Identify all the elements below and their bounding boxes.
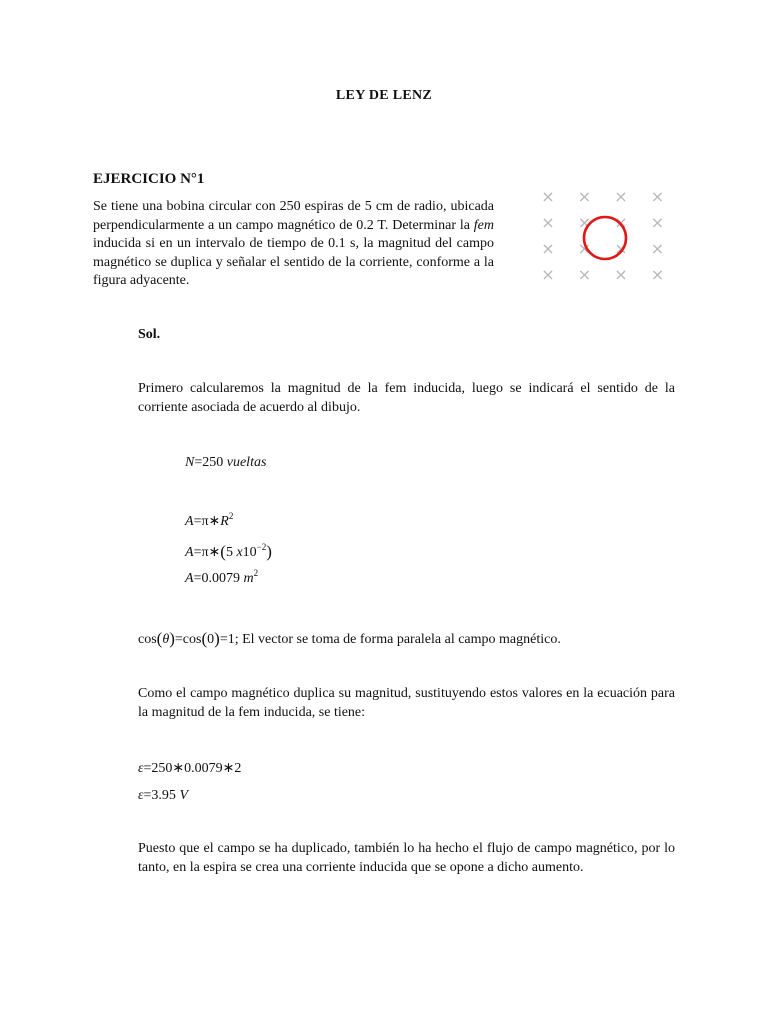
eq-rhs: =3.95: [143, 788, 180, 803]
field-cross-icon: ×: [650, 213, 665, 232]
page-title: LEY DE LENZ: [335, 88, 433, 103]
eq-unit: vueltas: [226, 455, 267, 470]
equation-emf-formula: [138, 760, 241, 777]
solution-label: Sol.: [138, 327, 161, 342]
eq-paren-close: ): [266, 542, 272, 561]
eq-exponent: 2: [253, 568, 259, 578]
field-cross-icon: ×: [614, 265, 628, 284]
equation-cosine: [138, 629, 561, 649]
field-cross-icon: ×: [541, 187, 555, 206]
exercise-heading: EJERCICIO N°1: [93, 171, 205, 187]
field-cross-icon: ×: [614, 187, 628, 206]
problem-statement: [93, 198, 494, 291]
eq-zero: 0: [207, 632, 215, 647]
equation-area-result: [185, 568, 259, 587]
eq-rhs: =250∗0.0079∗2: [143, 761, 242, 776]
eq-var: A: [185, 545, 194, 560]
eq-paren-close: ): [214, 629, 220, 648]
eq-paren-close: ): [169, 629, 175, 648]
field-cross-icon: ×: [650, 239, 665, 258]
field-cross-icon: ×: [577, 265, 592, 284]
equation-area-formula: [185, 513, 233, 530]
eq-cos2: =cos: [174, 632, 202, 647]
eq-unit: V: [179, 788, 188, 803]
field-cross-icon: ×: [577, 239, 592, 258]
eq-exponent: 2: [228, 511, 234, 521]
eq-theta: θ: [162, 632, 170, 647]
solution-intro: Primero calcularemos la magnitud de la fem inducida, luego se indicará el sentido de la corriente asociada de acuerdo al dibujo.: [138, 381, 675, 415]
equation-area-substitution: [185, 542, 272, 562]
field-cross-icon: ×: [650, 187, 665, 206]
eq-paren-open: (: [156, 629, 163, 648]
eq-cos: cos: [138, 632, 157, 647]
eq-var: A: [185, 514, 194, 529]
eq-paren-open: (: [220, 542, 226, 561]
eq-value: 5: [225, 545, 237, 560]
field-cross-icon: ×: [577, 187, 592, 206]
eq-cos-text: =1; El vector se toma de forma paralela al campo magnético.: [219, 632, 561, 647]
eq-var: ε: [138, 788, 144, 803]
eq-exponent: −2: [256, 542, 267, 552]
eq-rhs: =π∗: [193, 545, 221, 560]
field-crosses: [541, 187, 664, 284]
field-cross-icon: ×: [541, 265, 555, 284]
problem-text-part2: inducida si en un intervalo de tiempo de 0.1 s, la magnitud del campo magnético se duplica y señalar el sentido de la corriente, conforme a la figura adyacente.: [93, 236, 494, 288]
equation-turns: [185, 455, 266, 471]
field-cross-icon: ×: [614, 239, 628, 258]
equation-emf-result: [138, 788, 188, 804]
eq-rhs: =π∗: [193, 514, 221, 529]
eq-var: A: [185, 571, 194, 586]
eq-times: x: [236, 545, 243, 560]
field-cross-icon: ×: [541, 239, 555, 258]
eq-rhs: =0.0079: [193, 571, 244, 586]
circular-coil: [584, 217, 626, 259]
eq-var: ε: [138, 761, 144, 776]
conclusion-paragraph: Puesto que el campo se ha duplicado, también lo ha hecho el flujo de campo magnético, por lo tanto, en la espira se crea una corriente inducida que se opone a dicho aumento.: [138, 841, 675, 875]
substitution-paragraph: Como el campo magnético duplica su magnitud, sustituyendo estos valores en la ecuación para la magnitud de la fem inducida, se tiene:: [138, 686, 675, 720]
field-cross-icon: ×: [614, 213, 628, 232]
eq-unit: m: [243, 571, 254, 586]
eq-var: N: [185, 455, 195, 470]
eq-rhs: =250: [194, 455, 227, 470]
field-cross-icon: ×: [541, 213, 555, 232]
eq-radius: R: [220, 514, 229, 529]
eq-base: 10: [242, 545, 257, 560]
field-cross-icon: ×: [650, 265, 665, 284]
problem-text-part1: Se tiene una bobina circular con 250 espiras de 5 cm de radio, ubicada perpendicularmente a un campo magnético de 0.2 T. Determinar la: [93, 199, 494, 233]
magnetic-field-figure: [530, 186, 672, 288]
problem-text-fem: fem: [473, 217, 494, 233]
field-cross-icon: ×: [577, 213, 592, 232]
eq-paren-open: (: [201, 629, 208, 648]
